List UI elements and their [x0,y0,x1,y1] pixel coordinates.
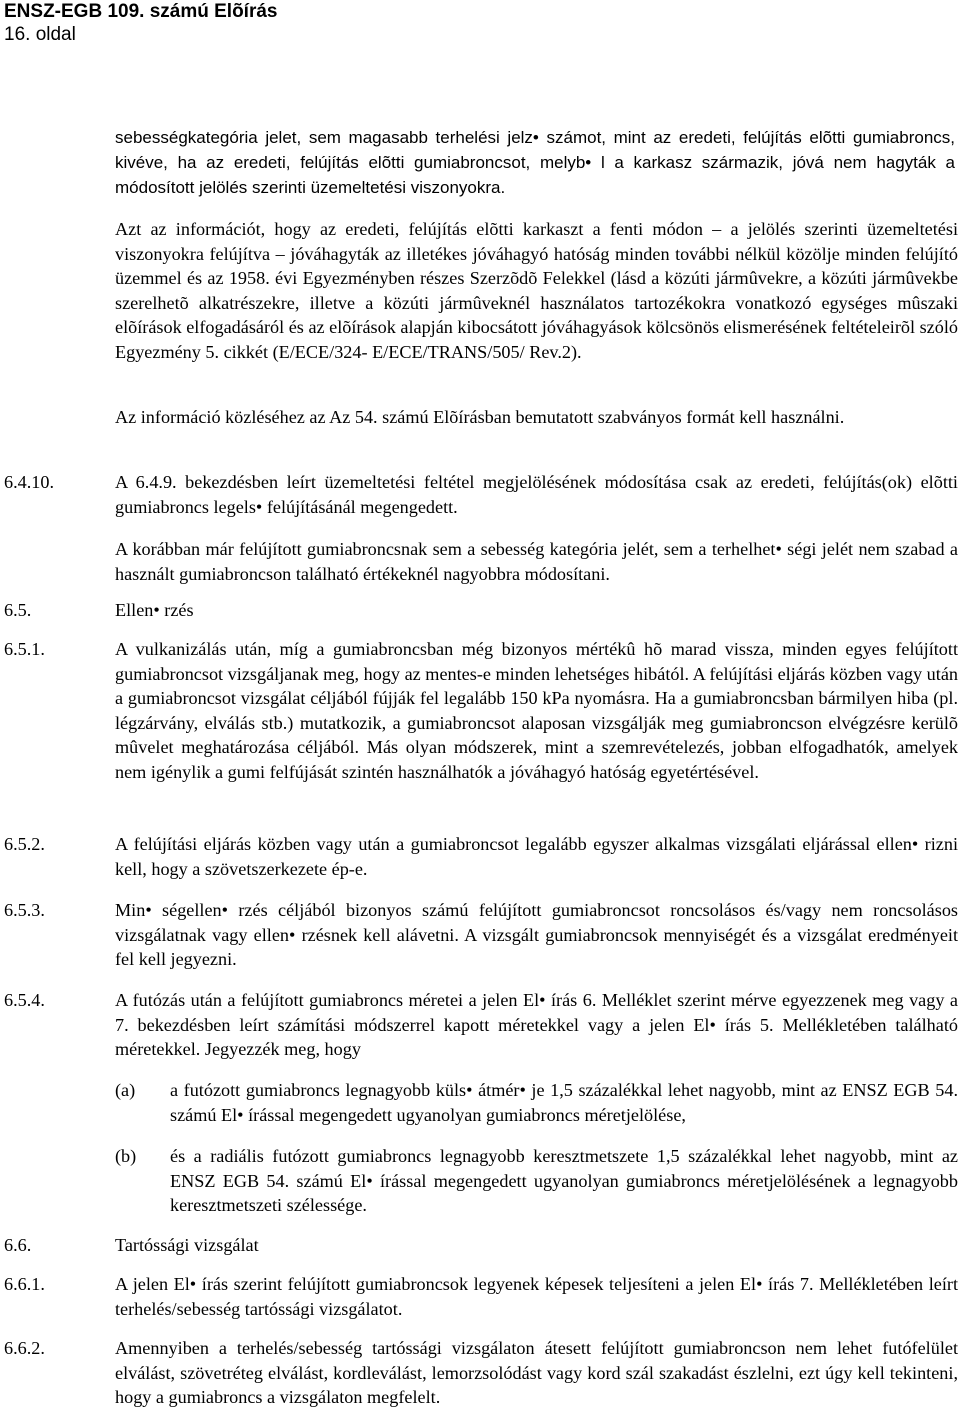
section-text-6-5-1: A vulkanizálás után, míg a gumiabroncsban még bizonyos mértékû hõ marad vissza, minden egyes felújított gumiabroncsot vizsgáljanak meg, hogy az mentes-e minden lehetséges hibától. A felújítási eljárás közben vagy után a gumiabroncsot vizsgálat céljából fújják fel legalább 150 kPa nyomásra. Ha a gumiabroncsban bármilyen hiba (pl. légzárvány, elválás stb.) mutatkozik, a gumiabroncsot alaposan vizsgálják meg gumiabroncson elvégzésre kerülõ mûvelet meghatározása céljából. Más olyan módszerek, mint a szemrevételezés, jobban elfogadhatók, amelyek nem igénylik a gumi felfújását szintén használhatók a jóváhagyó hatóság egyetértésével. [115,639,958,782]
section-number-6-5-3: 6.5.3. [4,900,45,920]
section-text-6-4-10: A 6.4.9. bekezdésben leírt üzemeltetési feltétel megjelölésének módosítása csak az eredeti, felújítás(ok) elõtti gumiabroncs legels• felújításánál megengedett. [115,472,958,517]
page-header [4,0,278,46]
section-number-6-5-4: 6.5.4. [4,990,45,1010]
paragraph-communication-form: Az információ közléséhez az Az 54. számú Elõírásban bemutatott szabványos formát kell használni. [115,407,845,427]
section-number-6-5-1: 6.5.1. [4,639,45,659]
section-heading-durability: Tartóssági vizsgálat [115,1235,259,1255]
section-text-6-6-1: A jelen El• írás szerint felújított gumiabroncsok legyenek képesek teljesíteni a jelen El• írás 7. Mellékletében leírt terhelés/sebesség tartóssági vizsgálatot. [115,1274,958,1319]
list-marker-a: (a) [115,1080,136,1100]
paragraph-intro: sebességkategória jelet, sem magasabb terhelési jelz• számot, mint az eredeti, felújítás elõtti gumiabroncs, kivéve, ha az eredeti, felújítás elõtti gumiabroncsot, melyb• l a karkasz származik, jóvá nem hagyták a módosított jelölés szerinti üzemeltetési viszonyokra. [115,128,955,197]
section-text-6-5-3: Min• ségellen• rzés céljából bizonyos számú felújított gumiabroncsot roncsolásos és/vagy nem roncsolásos vizsgálatnak vagy ellen• rzésnek kell alávetni. A vizsgált gumiabroncsok mennyiségét és a vizsgálat eredményeit fel kell jegyezni. [115,900,958,970]
list-item-b: és a radiális futózott gumiabroncs legnagyobb keresztmetszete 1,5 százalékkal lehet nagyobb, mint az ENSZ EGB 54. számú El• írással megengedett ugyanolyan gumiabroncs méretjelölésének a legnagyobb keresztmetszeti szélessége. [170,1146,958,1216]
section-text-6-5-2: A felújítási eljárás közben vagy után a gumiabroncsot legalább egyszer alkalmas vizsgálati eljárással ellen• rizni kell, hogy a szövetszerkezete ép-e. [115,834,958,879]
list-item-a: a futózott gumiabroncs legnagyobb küls• átmér• je 1,5 százalékkal lehet nagyobb, mint az ENSZ EGB 54. számú El• írással megengedett ugyanolyan gumiabroncs méretjelölése, [170,1080,958,1125]
section-number-6-4-10: 6.4.10. [4,472,55,492]
section-number-6-6-1: 6.6.1. [4,1274,45,1294]
list-marker-b: (b) [115,1146,137,1166]
section-heading-inspection: Ellen• rzés [115,600,194,620]
section-number-6-6-2: 6.6.2. [4,1338,45,1358]
page-number: 16. oldal [4,24,76,45]
document-title: ENSZ-EGB 109. számú Elõírás [4,1,278,22]
section-text-6-5-4: A futózás után a felújított gumiabroncs méretei a jelen El• írás 6. Melléklet szerint mérve egyezzenek meg vagy a 7. bekezdésben leírt számítási módszerrel kapott méretekkel vagy a jelen El• írás 5. Mellékletében található méretekkel. Jegyezzék meg, hogy [115,990,958,1060]
section-text-6-6-2: Amennyiben a terhelés/sebesség tartóssági vizsgálaton átesett felújított gumiabroncson nem lehet futófelület elválást, szövetréteg elválást, kordleválást, lemorzsolódást vagy kord szál szakadást észlelni, ezt úgy kell tekinteni, hogy a gumiabroncs a vizsgálaton megfelelt. [115,1338,958,1408]
section-number-6-5-2: 6.5.2. [4,834,45,854]
section-number-6-5: 6.5. [4,600,32,620]
paragraph-information: Azt az információt, hogy az eredeti, felújítás elõtti karkaszt a fenti módon – a jelölés szerinti üzemeltetési viszonyokra felújítva – jóváhagyták az illetékes jóváhagyó hatóság minden további nélkül közölje minden felújító üzemmel és az 1958. évi Egyezményben részes Szerzõdõ Felekkel (lásd a közúti jármûvekre, a közúti jármûvekbe szerelhetõ alkatrészekre, illetve a közúti jármûveknél használatos tartozékokra vonatkozó egységes mûszaki elõírások elfogadásáról és az elõírások alapján kibocsátott jóváhagyások kölcsönös elismerésének feltételeirõl szóló Egyezmény 5. cikkét (E/ECE/324- E/ECE/TRANS/505/ Rev.2). [115,219,958,362]
paragraph-speed-category: A korábban már felújított gumiabroncsnak sem a sebesség kategória jelét, sem a terhelhet• ségi jelét nem szabad a használt gumiabroncson található értékeknél nagyobbra módosítani. [115,539,958,584]
section-number-6-6: 6.6. [4,1235,32,1255]
